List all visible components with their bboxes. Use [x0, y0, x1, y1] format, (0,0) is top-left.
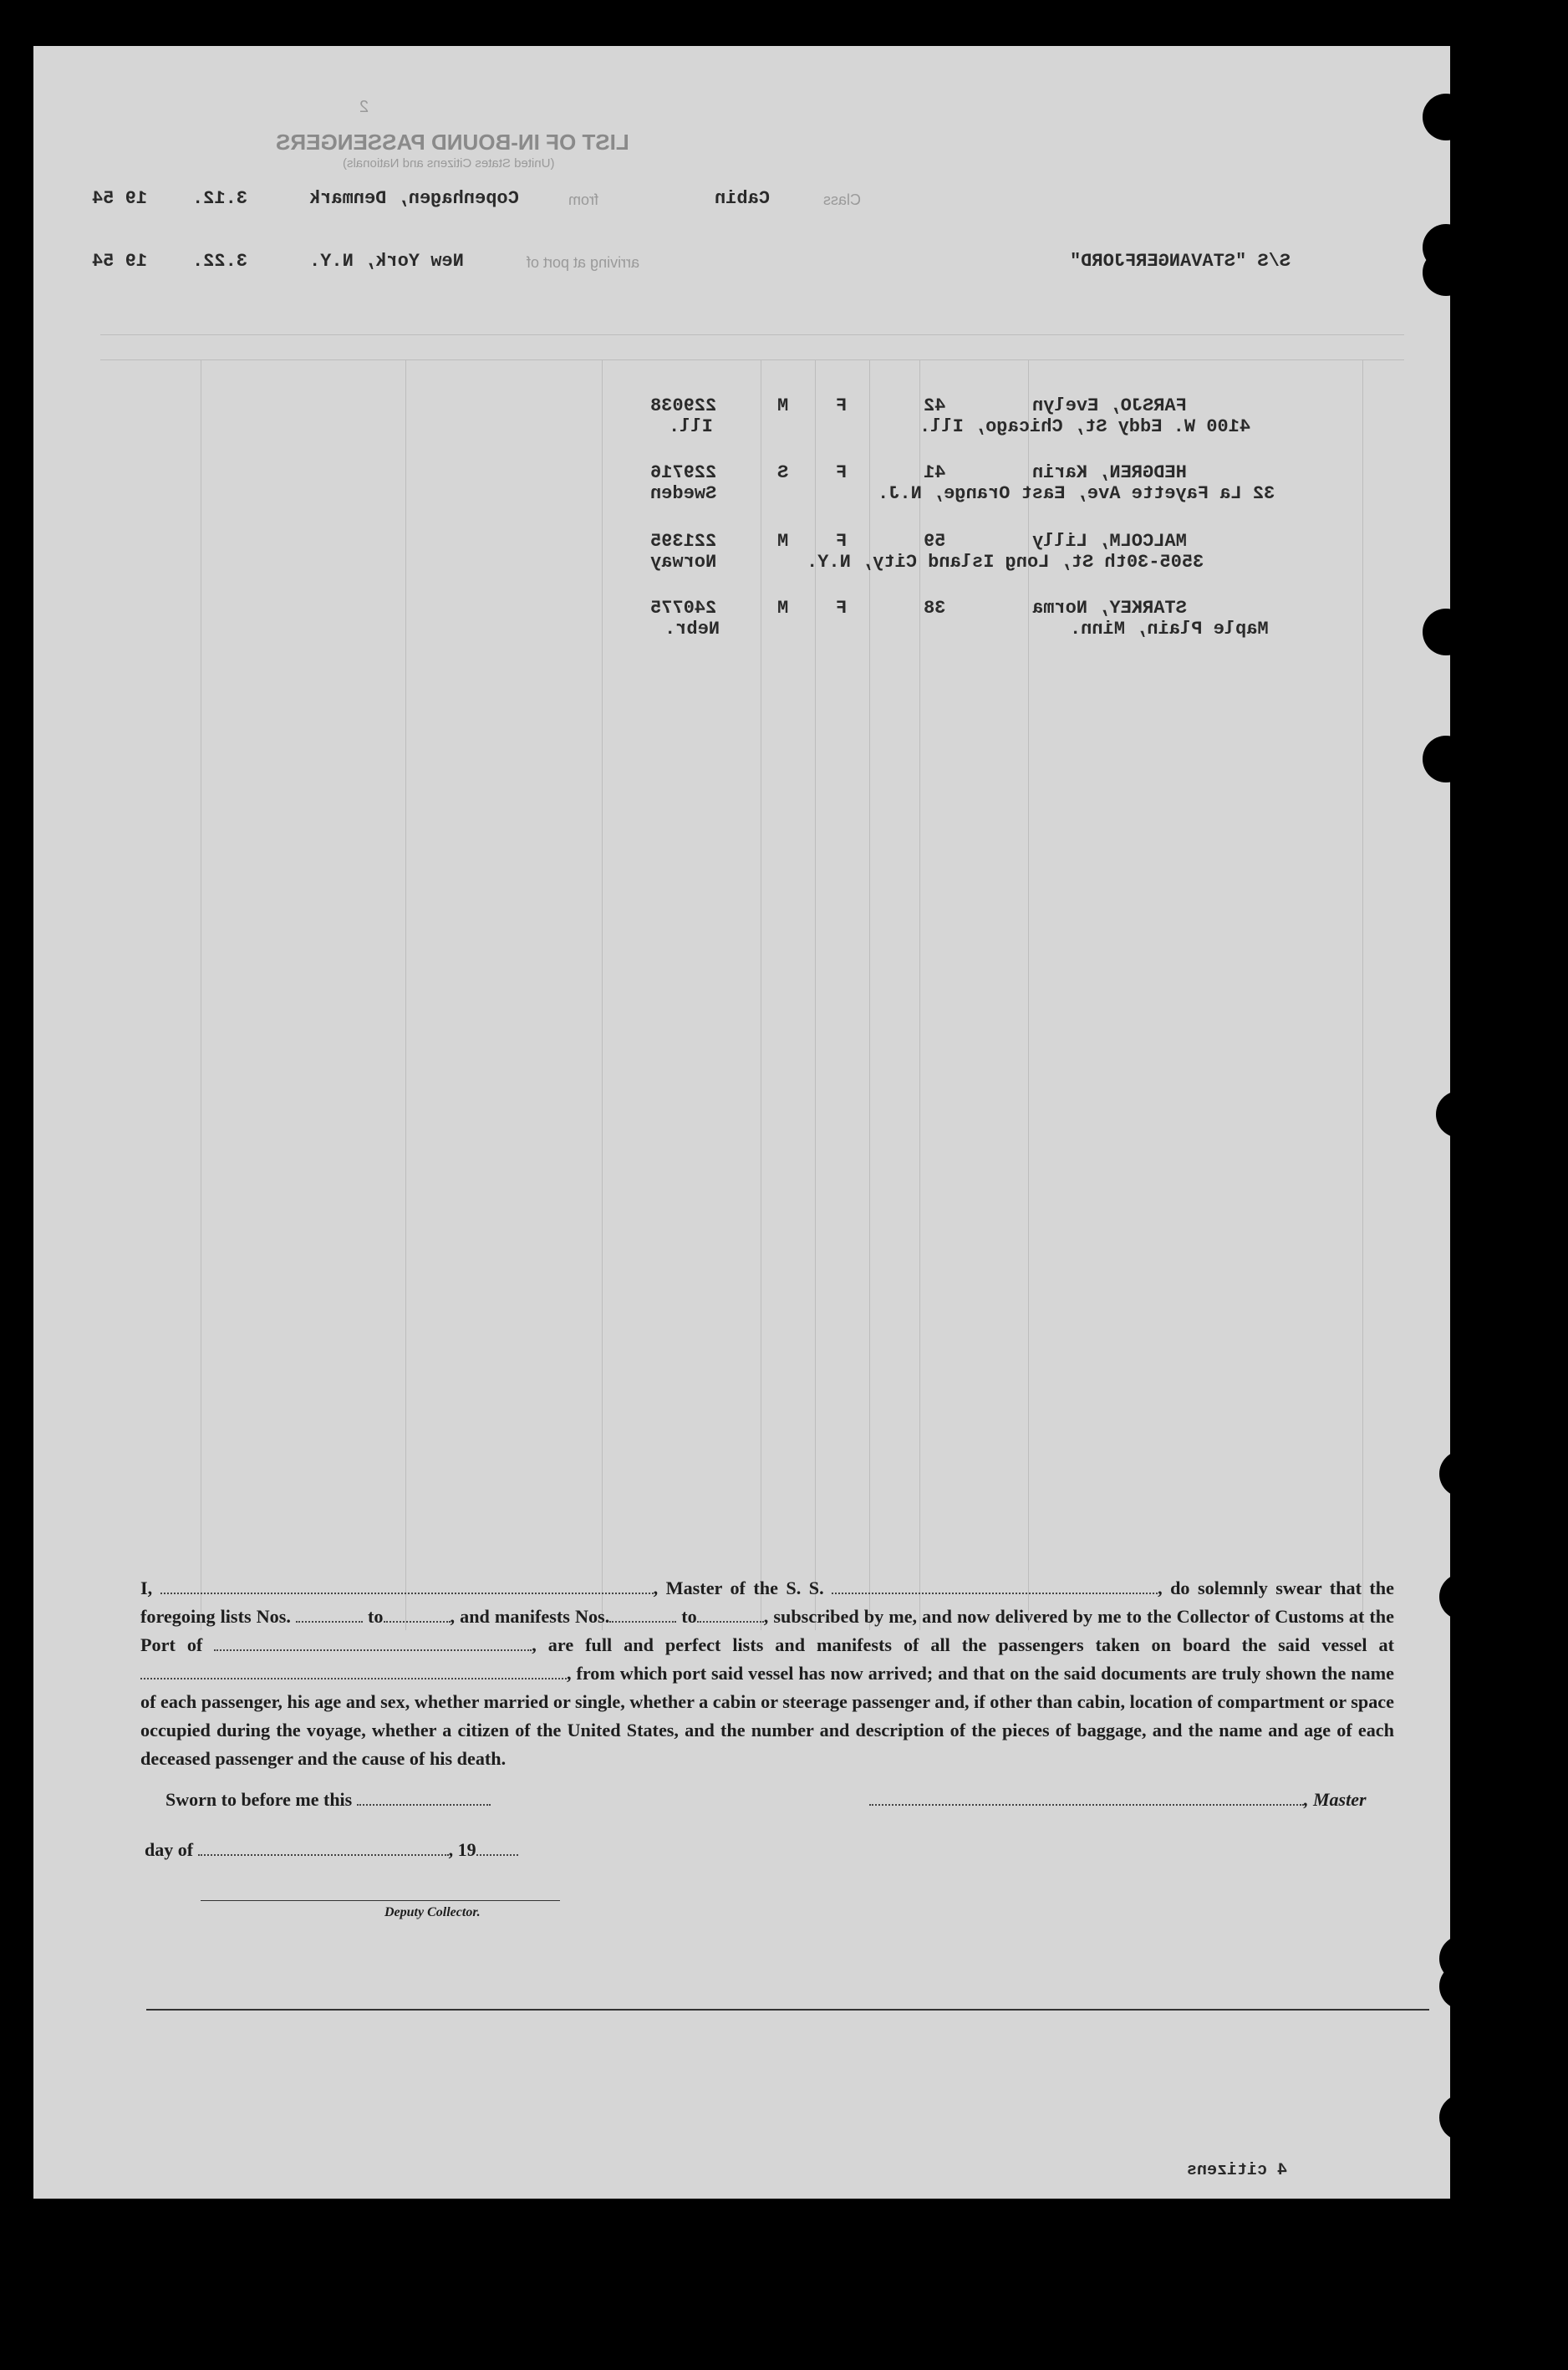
master-oath: I, , Master of the S. S. , do solemnly swear that the foregoing lists Nos. to , and manifests Nos. to , subscribed by me, and now delivered by me to the Collector of Customs at the Port of , are full and perfect lists and manifests of all the passengers taken on board the said vessel at , from which port said vessel has now arrived; and that on the said documents are truly shown the name of each passenger, his age and sex, whether married or single, whether a cabin or steerage passenger and, if other than cabin, location of compartment or space occupied during the voyage, whether a citizen of the United States, and the number and description of the pieces of baggage, and the name and age of each deceased passenger and the cause of his death.	[140, 1577, 1394, 1769]
month-blank[interactable]	[198, 1839, 449, 1856]
manifest-to-blank[interactable]	[697, 1606, 764, 1623]
passenger-number: 221395	[650, 531, 717, 552]
departure-year: 19 54	[92, 188, 148, 209]
passenger-address: 4100 W. Eddy St, Chicago, Ill.	[919, 416, 1251, 437]
punch-hole	[1439, 1450, 1486, 1497]
footer-rule	[146, 2009, 1429, 2011]
punch-hole	[1423, 609, 1469, 655]
punch-hole	[1436, 1091, 1483, 1138]
arrival-date: 3.22.	[192, 251, 248, 272]
passenger-address: 32 La Fayette Ave, East Orange, N.J.	[878, 483, 1275, 504]
passenger-marital: M	[777, 531, 789, 552]
passenger-address: Maple Plain, Minn.	[1070, 619, 1269, 640]
punch-hole	[1423, 94, 1469, 140]
passenger-place: Sweden	[650, 483, 717, 504]
column-header-rule	[100, 334, 1404, 335]
arrival-port: New York, N.Y.	[309, 251, 464, 272]
passenger-age: 41	[924, 462, 946, 483]
passenger-marital: M	[777, 395, 789, 416]
column-divider	[815, 359, 816, 1630]
passenger-name: HEDGREN, Karin	[1032, 462, 1187, 483]
master-signature-line: , Master	[869, 1789, 1367, 1811]
passenger-age: 42	[924, 395, 946, 416]
year-blank[interactable]	[476, 1839, 518, 1856]
list-from-blank[interactable]	[296, 1606, 363, 1623]
passenger-name: MALCOLM, Lilly	[1032, 531, 1187, 552]
column-divider	[1028, 359, 1029, 1630]
master-signature-blank[interactable]	[869, 1789, 1304, 1806]
passenger-sex: F	[836, 598, 848, 619]
sheet-number: 2	[359, 98, 369, 116]
embarkation-blank[interactable]	[140, 1663, 567, 1679]
passenger-number: 229716	[650, 462, 717, 483]
column-divider	[919, 359, 920, 1630]
passenger-place: Ill.	[669, 416, 713, 437]
punch-hole	[1423, 736, 1469, 782]
citizens-count: 4 citizens	[1187, 2161, 1288, 2180]
punch-hole	[1439, 1573, 1486, 1620]
passenger-number: 229038	[650, 395, 717, 416]
manifest-page	[33, 46, 1450, 2199]
passenger-address: 3505-30th St, Long Island City, N.Y.	[807, 552, 1204, 573]
passenger-age: 38	[924, 598, 946, 619]
deputy-signature-line[interactable]	[201, 1900, 560, 1901]
passenger-name: STARKEY, Norma	[1032, 598, 1187, 619]
sworn-line: Sworn to before me this	[165, 1789, 491, 1811]
passenger-age: 59	[924, 531, 946, 552]
punch-hole	[1439, 2094, 1486, 2141]
passenger-place: Nebr.	[664, 619, 720, 640]
passenger-sex: F	[836, 531, 848, 552]
day-of-line: day of , 19	[145, 1839, 518, 1861]
passenger-number: 240775	[650, 598, 717, 619]
passenger-marital: S	[777, 462, 789, 483]
departure-date: 3.12.	[192, 188, 248, 209]
arriving-label: arriving at port of	[527, 254, 640, 271]
column-divider	[1362, 359, 1363, 1630]
class-value: Cabin	[715, 188, 771, 209]
punch-hole	[1423, 249, 1469, 296]
from-label: from	[568, 191, 598, 208]
class-label: Class	[823, 191, 862, 208]
passenger-sex: F	[836, 395, 848, 416]
vessel-name: S/S "STAVANGERFJORD"	[1070, 251, 1291, 272]
manifest-from-blank[interactable]	[609, 1606, 676, 1623]
vessel-name-blank[interactable]	[832, 1577, 1158, 1594]
list-to-blank[interactable]	[384, 1606, 451, 1623]
port-blank[interactable]	[214, 1634, 532, 1651]
passenger-place: Norway	[650, 552, 717, 573]
punch-hole	[1439, 1963, 1486, 2010]
deputy-collector-label: Deputy Collector.	[384, 1905, 481, 1919]
departure-port: Copenhagen, Denmark	[309, 188, 519, 209]
master-name-blank[interactable]	[160, 1577, 654, 1594]
arrival-year: 19 54	[92, 251, 148, 272]
column-divider	[602, 359, 603, 1630]
column-divider	[405, 359, 406, 1630]
list-title: LIST OF IN-BOUND PASSENGERS	[276, 130, 629, 155]
passenger-marital: M	[777, 598, 789, 619]
column-divider	[869, 359, 870, 1630]
sworn-day-blank[interactable]	[357, 1789, 491, 1806]
passenger-name: FARSJO, Evelyn	[1032, 395, 1187, 416]
list-subtitle: (United States Citizens and Nationals)	[343, 156, 555, 171]
column-header-rule	[100, 359, 1404, 360]
passenger-sex: F	[836, 462, 848, 483]
